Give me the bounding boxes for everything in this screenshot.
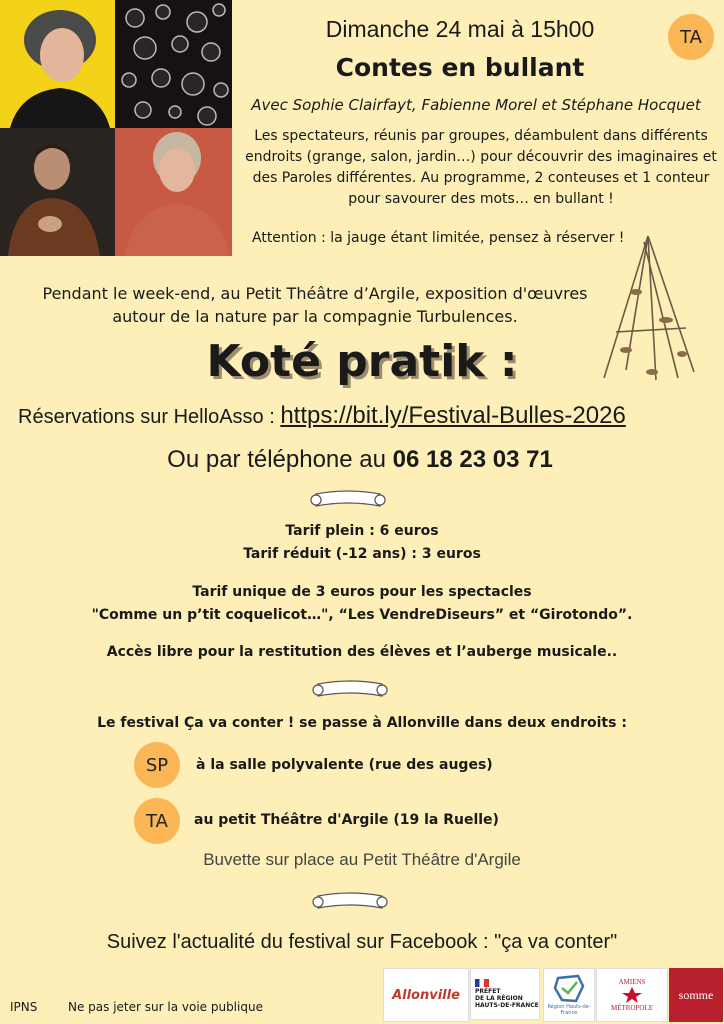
- reservation-line: [18, 402, 718, 430]
- metropole-text: MÉTROPOLE: [611, 1004, 653, 1012]
- phone-line: [80, 446, 640, 474]
- bar-info: Buvette sur place au Petit Théâtre d'Argile: [203, 850, 521, 869]
- scroll-divider-icon: [310, 486, 386, 512]
- phone-number: 06 18 23 03 71: [392, 446, 553, 473]
- phone-label: Ou par téléphone au: [167, 446, 393, 473]
- practical-heading: Koté pratik :: [206, 336, 518, 387]
- somme-logo: [669, 968, 723, 1022]
- performers: Avec Sophie Clairfayt, Fabienne Morel et Stéphane Hocquet: [251, 96, 701, 114]
- region-logo-text: Région Hauts-de-France: [547, 1004, 591, 1016]
- amiens-metropole-logo: [596, 968, 668, 1022]
- scroll-divider-icon: [312, 888, 388, 914]
- reservation-label: Réservations sur HelloAsso :: [18, 406, 281, 428]
- badge-ta: TA: [134, 798, 180, 844]
- facebook-follow: Suivez l'actualité du festival sur Facebook : "ça va conter": [106, 931, 618, 953]
- event-date: Dimanche 24 mai à 15h00: [325, 16, 595, 42]
- free-access: Accès libre pour la restitution des élèves et l’auberge musicale..: [106, 644, 618, 660]
- scroll-divider-icon: [312, 676, 388, 702]
- prefet-logo: [470, 968, 540, 1020]
- allonville-logo: [383, 968, 469, 1022]
- footer-notice: Ne pas jeter sur la voie publique: [68, 1000, 263, 1014]
- region-map-icon: [552, 974, 586, 1004]
- attention-note: Attention : la jauge étant limitée, pensez à réserver !: [252, 230, 625, 246]
- event-title: Contes en bullant: [335, 53, 585, 82]
- allonville-logo-text: Allonville: [392, 987, 460, 1003]
- description: Les spectateurs, réunis par groupes, déambulent dans différents endroits (grange, salon, jardin…) pour découvrir des imaginaires et des Paroles différentes. Au programme, 2 conteuses et 1 conteur pour savourer des mots… en bullant !: [245, 128, 717, 207]
- amiens-text: AMIENS: [618, 978, 646, 986]
- prefet-line1: PRÉFET: [475, 988, 501, 995]
- photo-storyteller-1: [0, 0, 115, 128]
- region-logo: [543, 968, 595, 1022]
- photo-bubbles: [115, 0, 232, 128]
- badge-ta-header: TA: [668, 14, 714, 60]
- exhibition-info: Pendant le week-end, au Petit Théâtre d’Argile, exposition d'œuvres autour de la nature par la compagnie Turbulences.: [42, 284, 588, 326]
- prefet-line3: HAUTS-DE-FRANCE: [475, 1002, 539, 1009]
- price-unique-line1: Tarif unique de 3 euros pour les spectacles: [192, 584, 532, 600]
- photo-storyteller-2: [0, 128, 115, 256]
- prefet-flag-icon: [475, 979, 489, 987]
- venues-intro: Le festival Ça va conter ! se passe à Allonville dans deux endroits :: [97, 715, 627, 731]
- badge-sp: SP: [134, 742, 180, 788]
- venue-sp-label: à la salle polyvalente (rue des auges): [196, 757, 493, 773]
- twig-teepee-illustration: [596, 232, 706, 382]
- price-reduced: Tarif réduit (-12 ans) : 3 euros: [243, 546, 481, 562]
- price-full: Tarif plein : 6 euros: [285, 523, 439, 539]
- amiens-emblem-icon: [621, 986, 643, 1004]
- reservation-link[interactable]: https://bit.ly/Festival-Bulles-2026: [280, 402, 626, 429]
- somme-logo-text: somme: [678, 987, 714, 1002]
- venue-ta-label: au petit Théâtre d'Argile (19 la Ruelle): [194, 812, 499, 828]
- footer-ipns: IPNS: [10, 1000, 38, 1014]
- price-unique-line2: "Comme un p’tit coquelicot…", “Les VendreDiseurs” et “Girotondo”.: [91, 607, 633, 623]
- photo-storyteller-3: [115, 128, 232, 256]
- prefet-line2: DE LA RÉGION: [475, 995, 523, 1002]
